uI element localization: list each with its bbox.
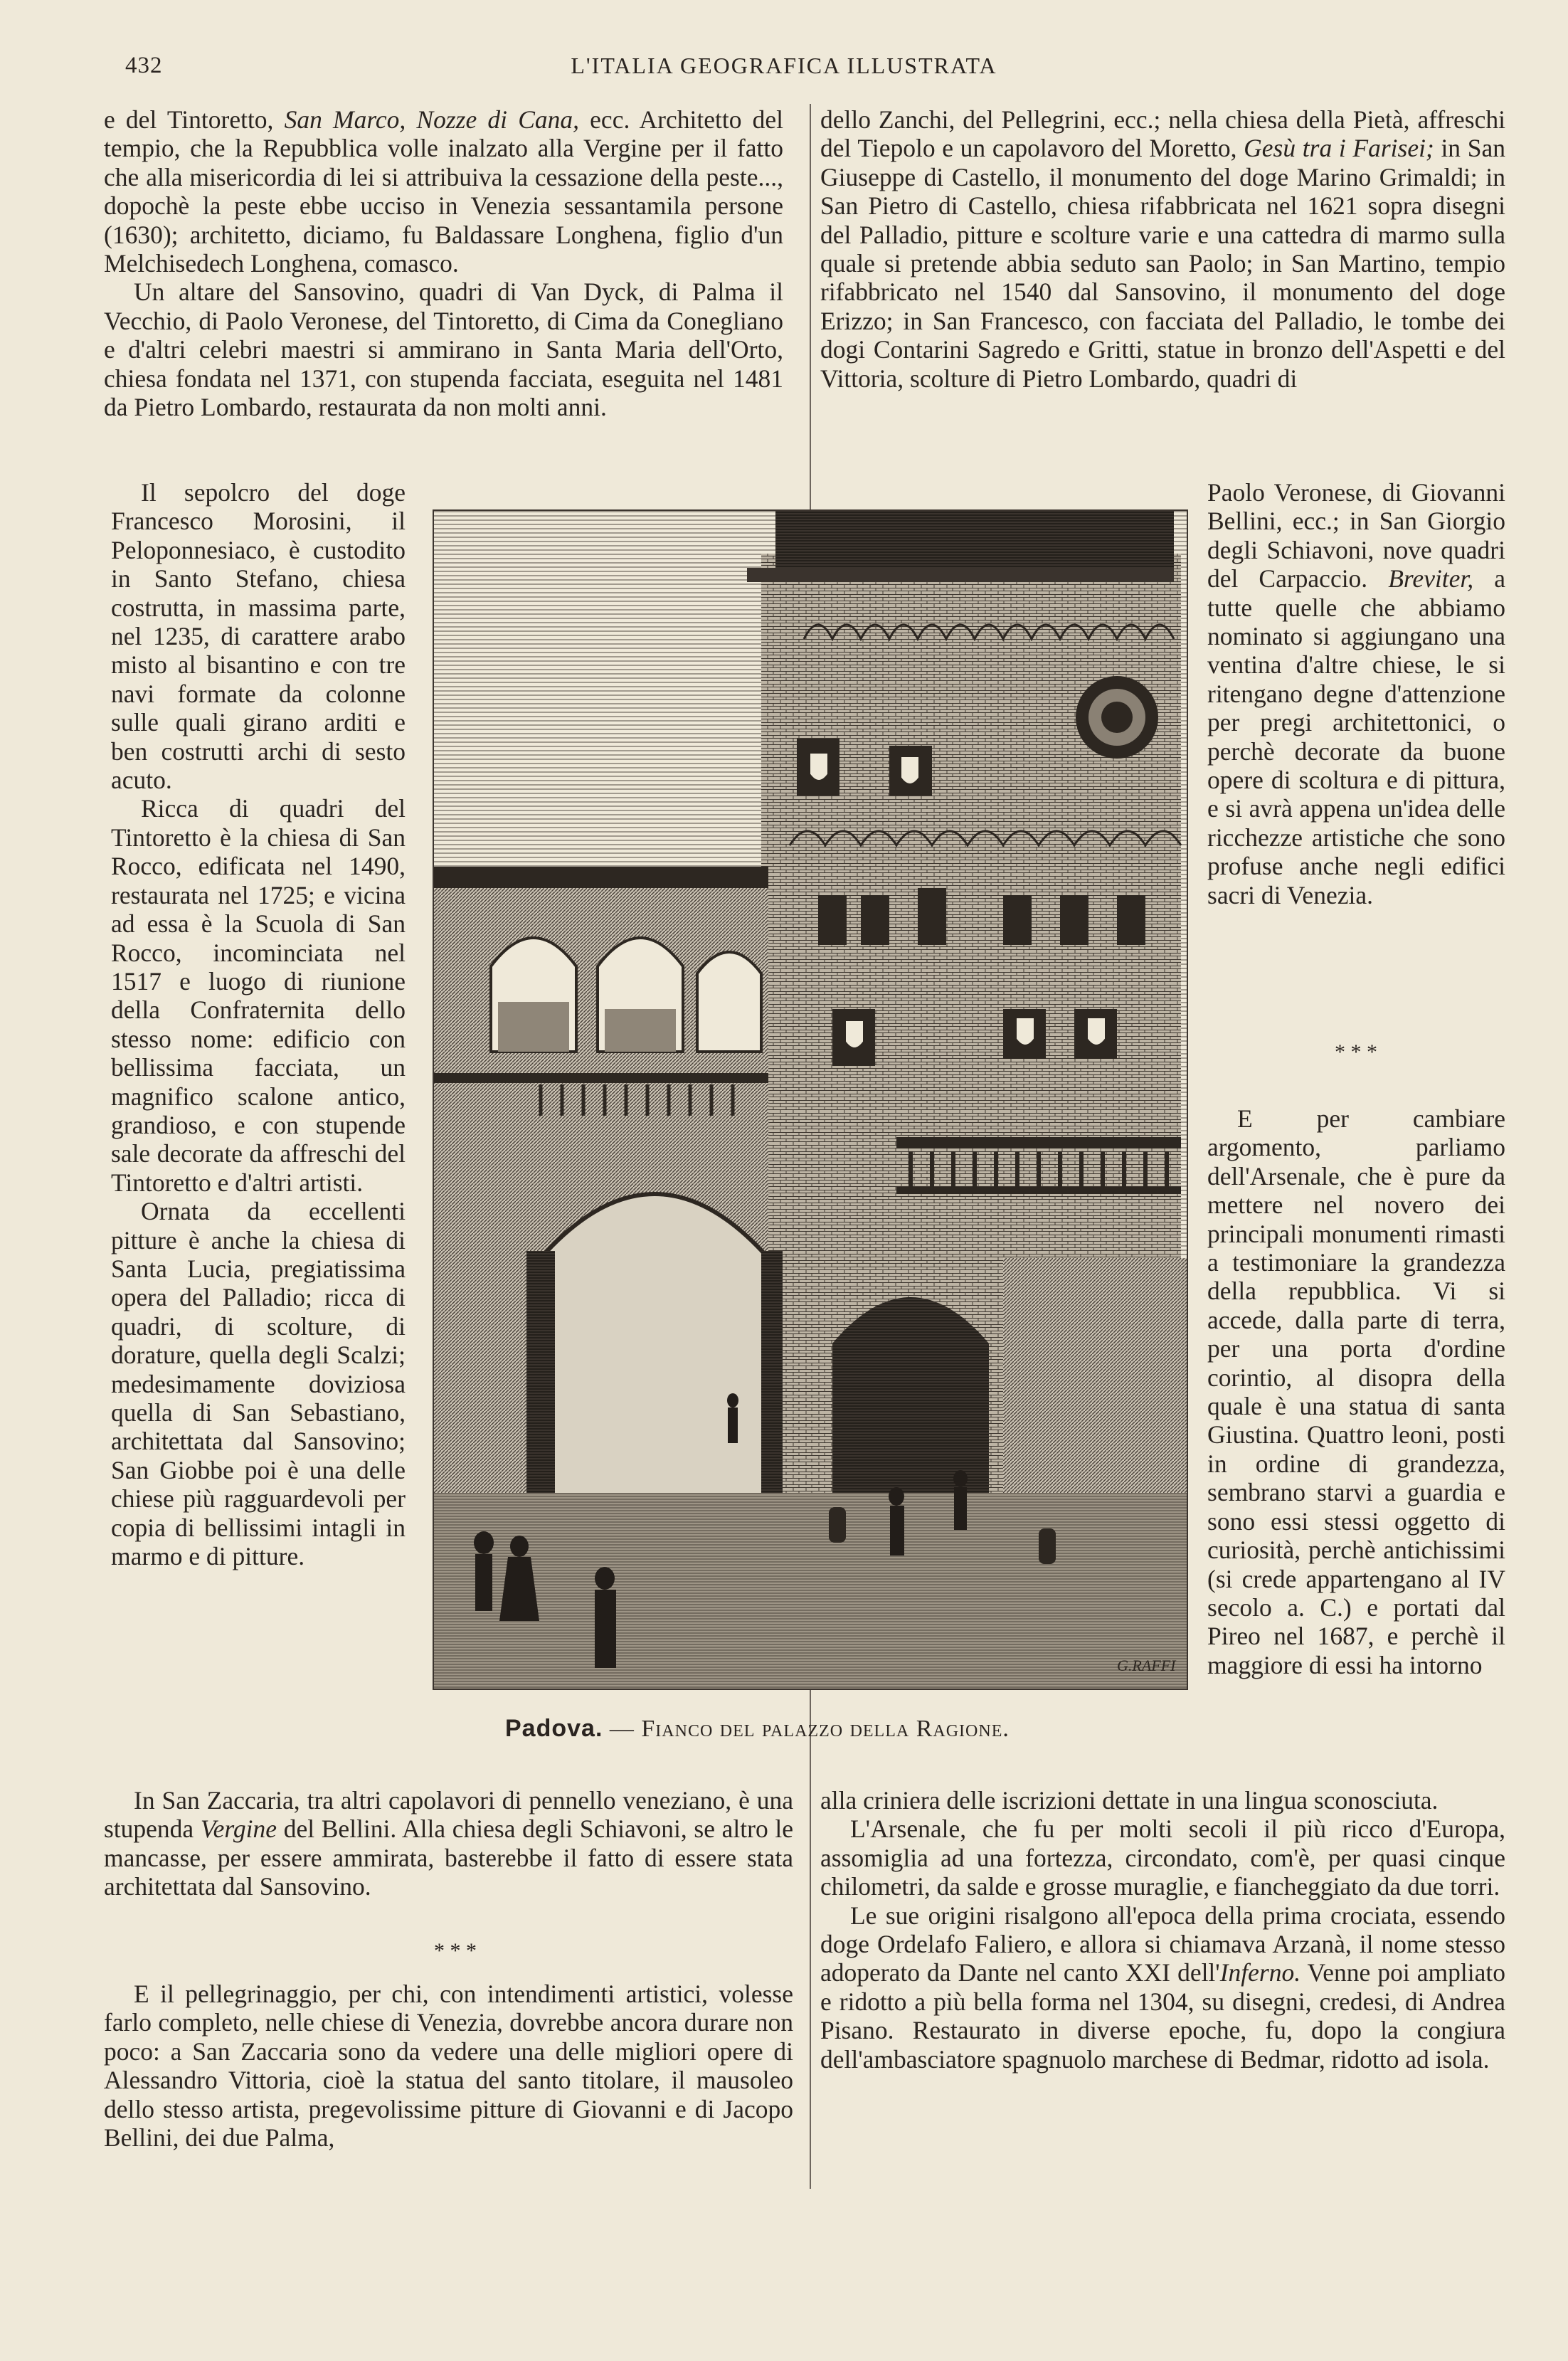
paragraph: alla criniera delle iscrizioni dettate in una lingua sconosciuta. [820, 1786, 1439, 1815]
balcony [896, 1137, 1181, 1148]
right-column-narrow-2 [1207, 1104, 1505, 1679]
paragraph: E il pellegrinaggio, per chi, con intendimenti artistici, volesse farlo completo, nelle chiese di Venezia, dovrebbe ancora durare non poco: a San Zaccaria sono da vedere una delle migliori opere di Alessandro Vittoria, cioè la statua del santo titolare, il mausoleo dello stesso artista, pregevolissime pitture di Giovanni e di Jacopo Bellini, dei due Palma, [104, 1980, 793, 2153]
right-column-bottom [820, 1786, 1505, 2074]
paragraph: Ornata da eccellenti pitture è anche la chiesa di Santa Lucia, pregiatissima opera del Palladio; ricca di quadri, di scolture, di dorature, quella degli Scalzi; medesimamente doviziosa quella di San Sebastiano, architettata dal Sansovino; San Giobbe poi è una delle chiese più ragguardevoli per copia di bellissimi intagli in marmo e di pitture. [111, 1197, 406, 1571]
paragraph: Il sepolcro del doge Francesco Morosini, il Peloponnesiaco, è custodito in Santo Stefano, chiesa costrutta, in massima parte, nel 1235, di carattere arabo misto al bisantino e con tre navi formate da colonne sulle quali girano arditi e ben costrutti archi di sesto acuto. [111, 478, 406, 795]
paragraph: Un altare del Sansovino, quadri di Van Dyck, di Palma il Vecchio, di Paolo Veronese, del Tintoretto, di Cima da Conegliano e d'altri celebri maestri si ammirano in Santa Maria dell'Orto, chiesa fondata nel 1371, con stupenda facciata, eseguita nel 1481 da Pietro Lombardo, restaurata da non molti anni. [104, 278, 783, 422]
running-title: L'ITALIA GEOGRAFICA ILLUSTRATA [571, 53, 997, 78]
left-column-bottom [104, 1786, 793, 1901]
right-column-narrow-1 [1207, 478, 1505, 909]
engraving-illustration [433, 509, 1188, 1690]
paragraph: Le sue origini risalgono all'epoca della prima crociata, essendo doge Ordelafo Faliero, e allora si chiamava Arzanà, il nome stesso adoperato da Dante nel canto XXI dell'Inferno. Venne poi ampliato e ridotto a più bella forma nel 1304, su disegni, credesi, di Andrea Pisano. Restaurato in diverse epoche, fu, dopo la congiura dell'ambasciatore spagnuolo marchese di Bedmar, ridotto ad isola. [820, 1901, 1505, 2074]
section-separator-right: * * * [1335, 1040, 1377, 1064]
page-number: 432 [125, 53, 163, 78]
main-archway [832, 1297, 989, 1500]
right-column-top [820, 105, 1505, 393]
engraver-signature: G.RAFFI [1117, 1657, 1176, 1674]
left-column-top [104, 105, 783, 421]
caption-place: Padova. [505, 1715, 603, 1742]
caption-dash: — [609, 1716, 635, 1742]
paragraph: E per cambiare argomento, parliamo dell'Arsenale, che è pure da mettere nel novero dei principali monumenti rimasti a testimoniare la grandezza della repubblica. Vi si accede, dalla parte di terra, per una porta d'ordine corintio, al disopra della quale è una statua di santa Giustina. Quattro leoni, posti in ordine di grandezza, sembrano starvi a guardia e sono essi stessi oggetto di curiosità, perchè antichissimi (si crede appartengano al IV secolo a. C.) e portati dal Pireo nel 1687, e perchè il maggiore di essi ha intorno [1207, 1104, 1505, 1679]
figure-caption [505, 1715, 1181, 1743]
paragraph: e del Tintoretto, San Marco, Nozze di Cana, ecc. Architetto del tempio, che la Repubblica volle inalzato alla Vergine per il fatto che alla misericordia di lei si attribuiva la cessazione della peste..., dopochè la peste ebbe ucciso in Venezia sessantamila persone (1630); architetto, diciamo, fu Baldassare Longhena, figlio d'un Melchisedech Longhena, comasco. [104, 105, 784, 278]
paragraph: dello Zanchi, del Pellegrini, ecc.; nella chiesa della Pietà, affreschi del Tiepolo e un capolavoro del Moretto, Gesù tra i Farisei; in San Giuseppe di Castello, il monumento del doge Marino Grimaldi; in San Pietro di Castello, chiesa rifabbricata nel 1621 sopra disegni del Palladio, pitture e scolture varie e una cattedra di marmo sulla quale si pretende abbia seduto san Paolo; in San Martino, tempio rifabbricato nel 1540 dal Sansovino, il monumento del doge Erizzo; in San Francesco, con facciata del Palladio, le tombe dei dogi Contarini Sagredo e Gritti, statue in bronzo dell'Aspetti e del Vittoria, scolture di Pietro Lombardo, quadri di [820, 105, 1505, 393]
battlements [747, 511, 1174, 582]
paragraph: L'Arsenale, che fu per molti secoli il più ricco d'Europa, assomiglia ad una fortezza, circondato, com'è, per quasi cinque chilometri, da salde e grosse muraglie, e fiancheggiato da due torri. [820, 1815, 1505, 1901]
street [434, 1493, 1187, 1689]
palazzo-engraving [434, 511, 1187, 1689]
left-column-last [104, 1980, 793, 2152]
left-column-narrow [111, 478, 406, 1570]
paragraph: Paolo Veronese, di Giovanni Bellini, ecc.; in San Giorgio degli Schiavoni, nove quadri del Carpaccio. Breviter, a tutte quelle che abbiamo nominato si aggiungano una ventina d'altre chiese, le si ritengano degne d'attenzione per pregi architettonici, o perchè decorate da buone opere di scoltura e di pittura, e si avrà appena un'idea delle ricchezze artistiche che sono profuse anche negli edifici sacri di Venezia. [1207, 478, 1505, 909]
paragraph: Ricca di quadri del Tintoretto è la chiesa di San Rocco, edificata nel 1490, restaurata nel 1725; e vicina ad essa è la Scuola di San Rocco, incominciata nel 1517 e luogo di riunione della Confraternita dello stesso nome: edificio con bellissima facciata, un magnifico scalone antico, grandioso, e con stupende sale decorate da affreschi del Tintoretto e d'altri artisti. [111, 794, 406, 1197]
paragraph: In San Zaccaria, tra altri capolavori di pennello veneziano, è una stupenda Vergine del Bellini. Alla chiesa degli Schiavoni, se altro le mancasse, per essere ammirata, basterebbe il fatto di essere stata architettata dal Sansovino. [104, 1786, 794, 1901]
section-separator-left: * * * [434, 1939, 477, 1963]
caption-text: Fianco del palazzo della Ragione. [641, 1716, 1010, 1742]
page-header [0, 53, 1568, 95]
